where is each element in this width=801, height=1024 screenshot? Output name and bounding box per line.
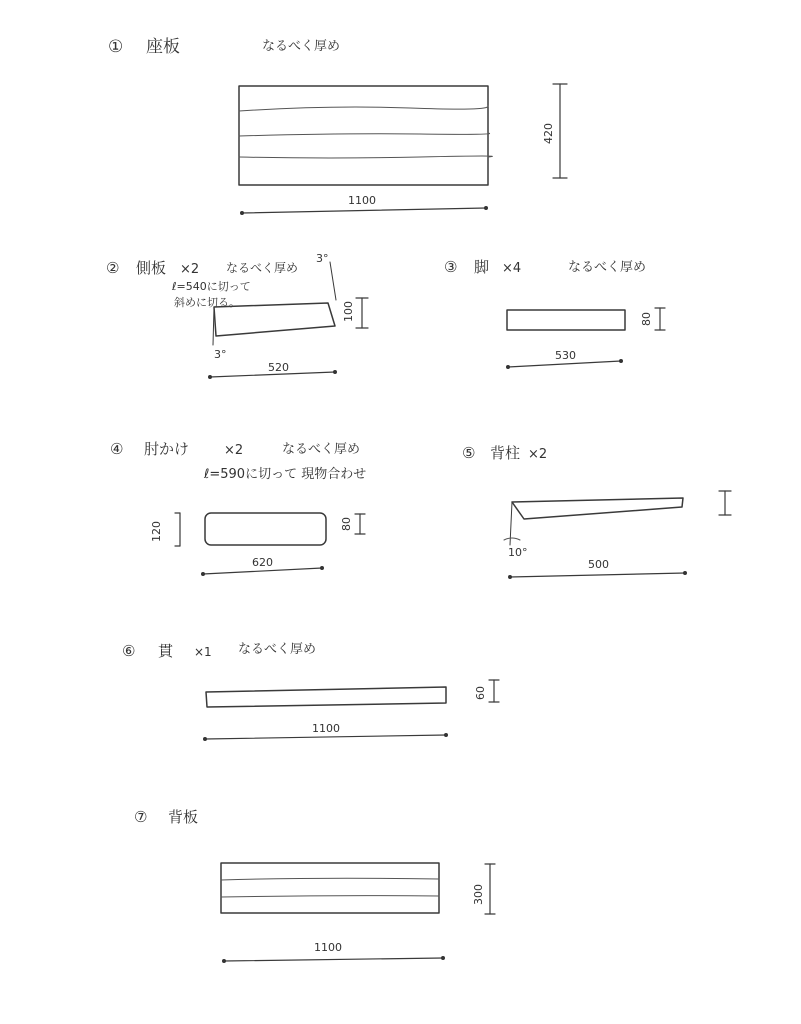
dim-end xyxy=(506,365,510,369)
rail-width-dim: 1100 xyxy=(312,722,340,735)
part-4-armrest xyxy=(110,440,366,576)
armrest-width-dim: 620 xyxy=(252,556,273,569)
part-3-name: 脚 xyxy=(474,258,490,276)
part-4-note2: ℓ=590に切って 現物合わせ xyxy=(204,467,367,482)
back-board-width-dim-line xyxy=(224,958,443,961)
dim-end xyxy=(320,566,324,570)
seat-board-width-dim: 1100 xyxy=(348,194,376,207)
part-1-number: ① xyxy=(108,37,124,57)
part-2-angle-bottom: 3° xyxy=(214,348,227,361)
part-7-back-board xyxy=(134,808,495,963)
back-board-width-dim: 1100 xyxy=(314,941,342,954)
dim-end xyxy=(203,737,207,741)
part-2-angle-top: 3° xyxy=(316,252,329,265)
part-5-qty: ×2 xyxy=(528,447,548,462)
back-board-height-dim: 300 xyxy=(472,884,485,905)
back-post-width-dim: 500 xyxy=(588,558,609,571)
side-board-height-dim: 100 xyxy=(342,301,355,322)
part-7-name: 背板 xyxy=(168,808,199,826)
seat-board-height-dim: 420 xyxy=(542,123,555,144)
part-4-name: 肘かけ xyxy=(144,440,190,458)
back-board-outline xyxy=(221,863,439,913)
part-3-number: ③ xyxy=(444,258,458,276)
part-5-number: ⑤ xyxy=(462,444,476,462)
part-2-name: 側板 xyxy=(136,259,167,277)
back-board-plank-line xyxy=(221,896,439,897)
part-1-seat-board xyxy=(108,37,567,215)
dim-end xyxy=(333,370,337,374)
seat-board-plank-line xyxy=(239,133,490,136)
armrest-outline xyxy=(205,513,326,545)
side-board-width-dim: 520 xyxy=(268,361,289,374)
part-2-qty: ×2 xyxy=(180,262,200,277)
part-6-number: ⑥ xyxy=(122,642,136,660)
leg-width-dim: 530 xyxy=(555,349,576,362)
side-board-angle-guide xyxy=(213,307,214,345)
part-6-rail xyxy=(122,642,499,741)
dim-end xyxy=(683,571,687,575)
part-4-note: なるべく厚め xyxy=(282,442,361,457)
dim-end xyxy=(484,206,488,210)
dim-end xyxy=(444,733,448,737)
part-6-name: 貫 xyxy=(158,642,174,660)
seat-board-width-dim-line xyxy=(242,208,486,213)
part-3-note: なるべく厚め xyxy=(568,260,647,275)
part-2-note: なるべく厚め xyxy=(226,261,299,275)
rail-width-dim-line xyxy=(205,735,446,739)
side-board-angle-guide xyxy=(330,262,336,300)
part-1-name: 座板 xyxy=(146,37,180,57)
dim-end xyxy=(222,959,226,963)
seat-board-plank-line xyxy=(239,106,488,111)
dim-end xyxy=(208,375,212,379)
dim-end xyxy=(619,359,623,363)
leg-height-dim: 80 xyxy=(640,312,653,326)
rail-outline xyxy=(206,687,446,707)
part-6-qty: ×1 xyxy=(194,645,212,659)
part-2-side-board xyxy=(106,252,368,379)
back-post-outline xyxy=(512,498,683,519)
part-3-legs xyxy=(444,258,665,369)
rail-height-dim: 60 xyxy=(474,686,487,700)
back-board-plank-line xyxy=(221,878,439,880)
part-6-note: なるべく厚め xyxy=(238,642,317,657)
leg-outline xyxy=(507,310,625,330)
part-2-number: ② xyxy=(106,259,120,277)
part-2-note3: 斜めに切る。 xyxy=(174,296,240,309)
part-4-qty: ×2 xyxy=(224,443,244,458)
part-1-note: なるべく厚め xyxy=(262,39,341,54)
part-5-angle: 10° xyxy=(508,546,528,559)
part-2-note2: ℓ=540に切って xyxy=(172,280,251,293)
dim-end xyxy=(441,956,445,960)
back-post-angle-arc xyxy=(504,538,520,540)
part-3-qty: ×4 xyxy=(502,261,522,276)
part-7-number: ⑦ xyxy=(134,808,148,826)
dim-end xyxy=(508,575,512,579)
armrest-left-dim: 120 xyxy=(150,521,163,542)
dim-end xyxy=(201,572,205,576)
part-4-number: ④ xyxy=(110,440,124,458)
dim-end xyxy=(240,211,244,215)
part-5-name: 背柱 xyxy=(490,444,521,462)
seat-board-plank-line xyxy=(239,156,492,158)
armrest-right-dim: 80 xyxy=(340,517,353,531)
back-post-width-dim-line xyxy=(510,573,685,577)
part-5-back-post xyxy=(462,444,731,579)
